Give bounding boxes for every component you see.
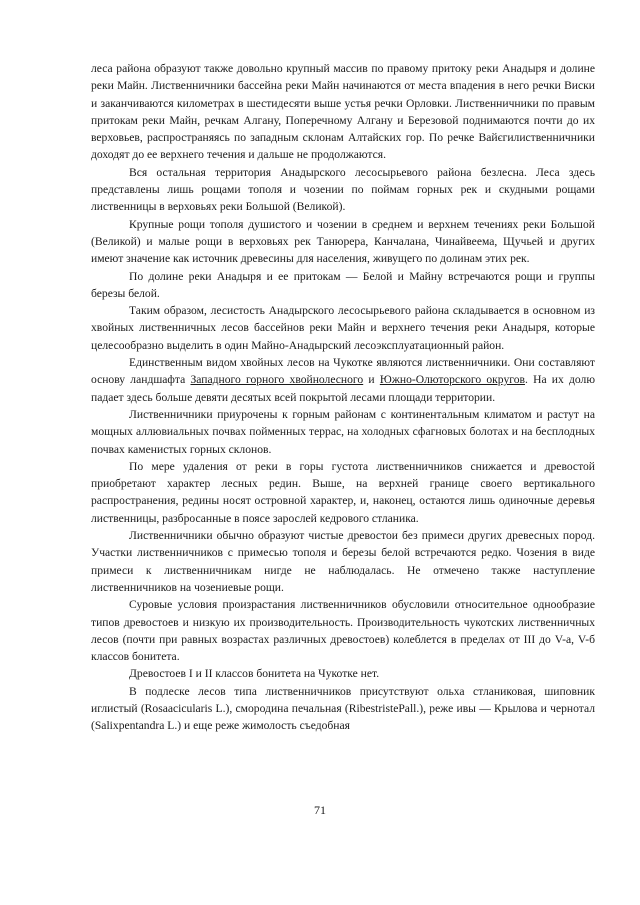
link-western-mountain-district[interactable]: Западного горного хвойнолесного xyxy=(190,373,364,387)
paragraph-text: Вся остальная территория Анадырского лесосырьевого района безлесна. Леса здесь представлены лишь рощами тополя и чозении по поймам горных рек и скудными рощами лиственницы в верховьях реки Большой (Великой). xyxy=(91,165,595,214)
paragraph-harsh-conditions xyxy=(91,596,595,665)
paragraph-larch-landscape xyxy=(91,354,595,406)
paragraph-pure-stands xyxy=(91,527,595,596)
link-south-olyutorsky-districts[interactable]: Южно-Олюторского округов xyxy=(379,373,525,387)
paragraph-treeless-territory xyxy=(91,164,595,216)
paragraph-poplar-groves xyxy=(91,216,595,268)
paragraph-text: Таким образом, лесистость Анадырского лесосырьевого района складывается в основном из хвойных лиственничных лесов бассейнов реки Майн и верхнего течения реки Анадыря, которые целесообразно выделить в один Майно-Анадырский лесоэксплуатационный район. xyxy=(91,304,595,352)
paragraph-text: Лиственничники обычно образуют чистые древостои без примеси других древесных пород. Участки лиственничников с примесью тополя и березы белой встречаются редко. Чозения в виде примеси к лиственничникам нигде не наблюдалась. Не отмечено также наступление лиственничников на чозениевые рощи. xyxy=(91,529,595,594)
paragraph-no-high-classes xyxy=(91,665,595,682)
paragraph-text: По мере удаления от реки в горы густота лиственничников снижается и древостой приобретают характер лесных редин. Выше, на верхней границе своего вертикального распространения, редины носят островной характер, и, наконец, остаются лишь одиночные деревья лиственницы, разбросанные в поясе зарослей кедрового стланика. xyxy=(91,459,595,525)
paragraph-larch-habitat xyxy=(91,406,595,458)
paragraph-mayn-larch-forests xyxy=(91,60,595,164)
paragraph-text: Единственным видом хвойных лесов на Чукотке являются лиственничники. Они составляют основу ландшафта xyxy=(91,356,595,387)
page-number: 71 xyxy=(314,803,326,817)
paragraph-text: . На их долю падает здесь больше девяти десятых всей покрытой лесами площади территории. xyxy=(91,373,595,404)
paragraph-text: Крупные рощи тополя душистого и чозении в среднем и верхнем течениях реки Большой (Великой) и малые рощи в верховьях рек Танюрера, Канчалана, Чинайвеема, Щучьей и других имеют значение как источник древесины для населения, живущего по долинам этих рек. xyxy=(91,217,595,266)
paragraph-text: и xyxy=(363,373,380,387)
paragraph-text: Суровые условия произрастания лиственничников обусловили относительное однообразие типов древостоев и низкую их производительность. Производительность чукотских лиственничных лесов (почти при равных возрастах различных древостоев) колеблется в пределах от III до V-а, V-б классов бонитета. xyxy=(91,598,595,664)
paragraph-text: По долине реки Анадыря и ее притокам — Белой и Майну встречаются рощи и группы березы белой. xyxy=(91,269,595,300)
paragraph-density-decrease xyxy=(91,458,595,527)
paragraph-logging-district xyxy=(91,302,595,354)
paragraph-text: Лиственничники приурочены к горным районам с континентальным климатом и растут на мощных аллювиальных почвах пойменных террас, на холодных сфагновых болотах и на бесплодных почвах каменистых горных склонов. xyxy=(91,407,595,456)
paragraph-text: леса района образуют также довольно крупный массив по правому притоку реки Анадыря и долине реки Майн. Лиственничники бассейна реки Майн начинаются от места впадения в него речки Виски и заканчиваются километрах в шестидесяти выше устья речки Орловки. Лиственничники по правым притокам реки Майн, речкам Алгану, Поперечному Алгану и Березовой поднимаются почти до их верховьев, распространяясь по западным склонам Алтайских гор. По речке Вайєгилиственничники доходят до ее верхнего течения и дальше не продолжаются. xyxy=(91,62,595,162)
paragraph-undergrowth xyxy=(91,683,595,735)
paragraph-birch-groves xyxy=(91,268,595,303)
paragraph-text: В подлеске лесов типа лиственничников присутствуют ольха стланиковая, шиповник иглистый (Rosaacicularis L.), смородина печальная (RibestristePall.), реже ивы — Крылова и чернотал (Salixpentandra L.) и еще реже жимолость съедобная xyxy=(91,684,595,733)
document-page xyxy=(91,60,595,735)
paragraph-text: Древостоев I и II классов бонитета на Чукотке нет. xyxy=(129,667,380,681)
